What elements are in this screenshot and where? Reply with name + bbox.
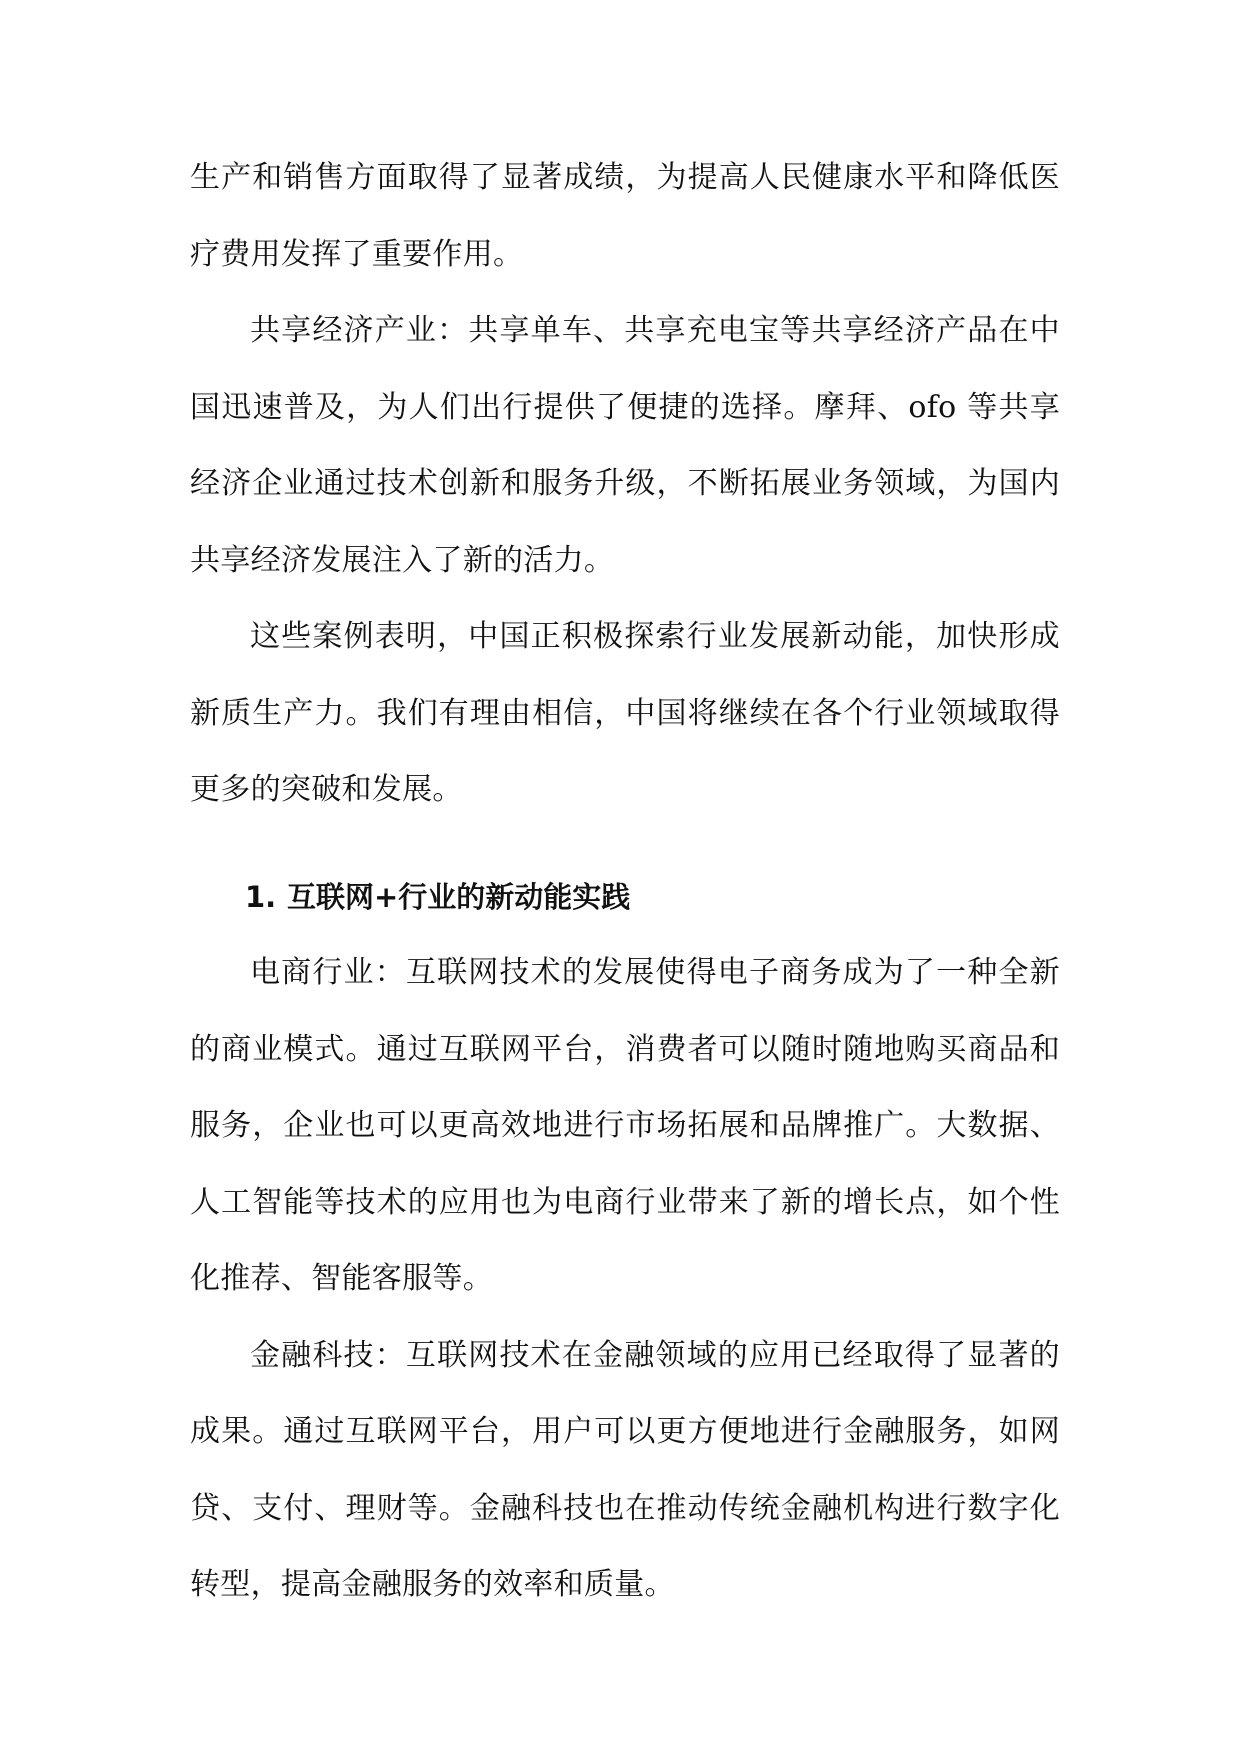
section-heading [190,859,1060,936]
paragraph-summary: 这些案例表明，中国正积极探索行业发展新动能，加快形成新质生产力。我们有理由相信，中国将继续在各个行业领域取得更多的突破和发展。 [190,619,1060,807]
paragraph-health-continued: 生产和销售方面取得了显著成绩，为提高人民健康水平和降低医疗费用发挥了重要作用。 [190,160,1060,272]
paragraph-ecommerce: 电商行业：互联网技术的发展使得电子商务成为了一种全新的商业模式。通过互联网平台，消费者可以随时随地购买商品和服务，企业也可以更高效地进行市场拓展和品牌推广。大数据、人工智能等技术的应用也为电商行业带来了新的增长点，如个性化推荐、智能客服等。 [190,955,1060,1296]
paragraph-fintech: 金融科技：互联网技术在金融领域的应用已经取得了显著的成果。通过互联网平台，用户可以更方便地进行金融服务，如网贷、支付、理财等。金融科技也在推动传统金融机构进行数字化转型，提高金融服务的效率和质量。 [190,1337,1060,1602]
document-body [190,140,1060,1624]
paragraph-sharing-economy: 共享经济产业：共享单车、共享充电宝等共享经济产品在中国迅速普及，为人们出行提供了便捷的选择。摩拜、ofo 等共享经济企业通过技术创新和服务升级，不断拓展业务领域，为国内共享经济发展注入了新的活力。 [190,313,1060,578]
section-title: 互联网+行业的新动能实践 [287,879,631,914]
section-number: 1. [245,879,277,914]
